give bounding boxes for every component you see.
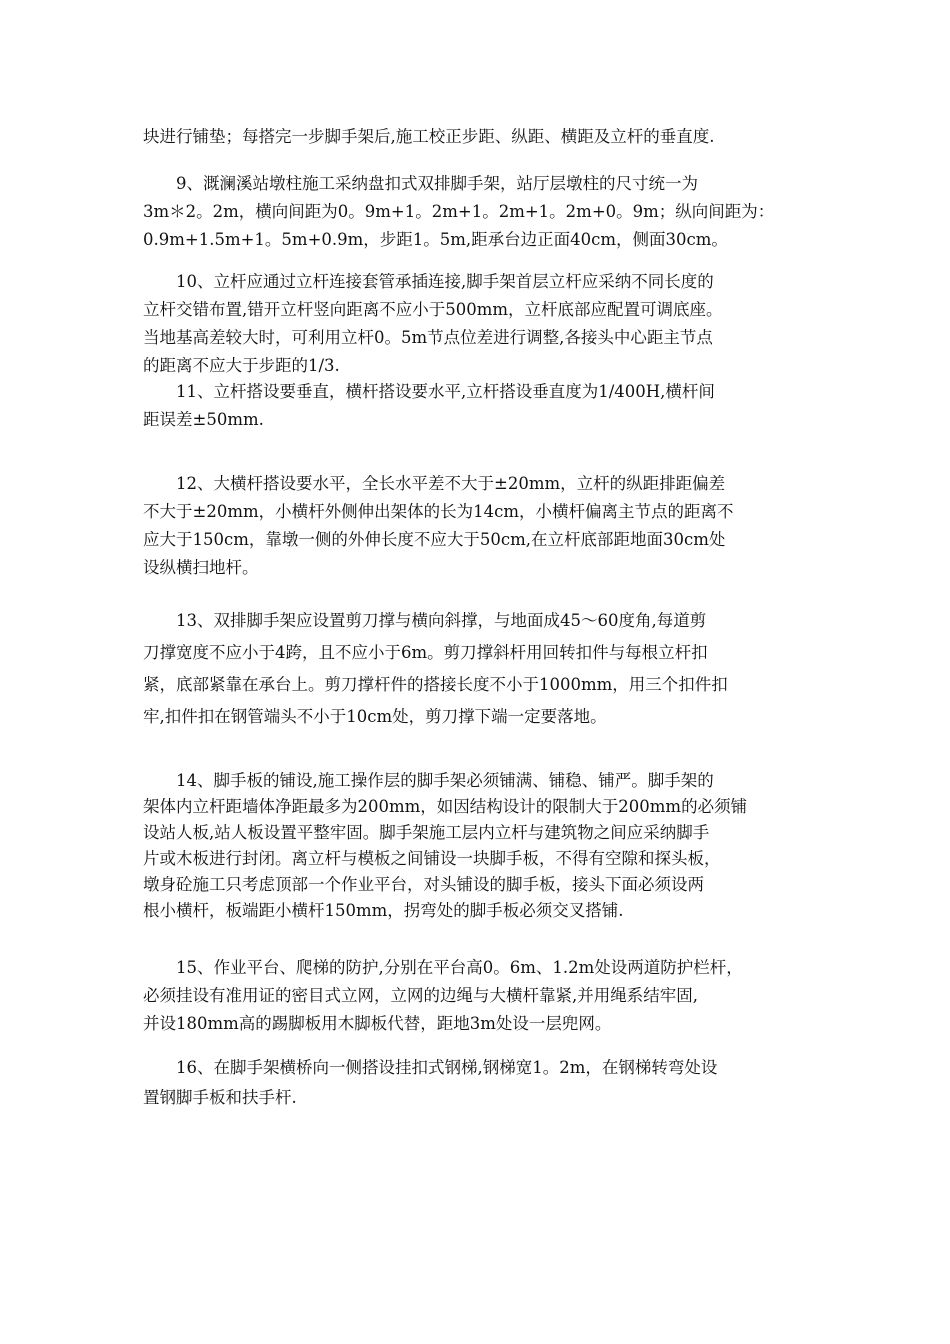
text-line: 应大于150cm，靠墩一侧的外伸长度不应大于50cm,在立杆底部距地面30cm处: [143, 530, 726, 549]
text-line: 12、大横杆搭设要水平，全长水平差不大于±20mm，立杆的纵距排距偏差: [143, 474, 726, 493]
text-line: 紧，底部紧靠在承台上。剪刀撑杆件的搭接长度不小于1000mm，用三个扣件扣: [143, 675, 728, 694]
text-line: 块进行铺垫；每搭完一步脚手架后,施工校正步距、纵距、横距及立杆的垂直度.: [143, 127, 715, 146]
paragraph-item-12: [143, 470, 811, 582]
paragraph-item-16: [143, 1053, 811, 1113]
text-line: 的距离不应大于步距的1/3.: [143, 356, 340, 375]
text-line: 设站人板,站人板设置平整牢固。脚手架施工层内立杆与建筑物之间应采纳脚手: [143, 823, 710, 842]
text-line: 置钢脚手板和扶手杆.: [143, 1088, 297, 1107]
text-line: 根小横杆，板端距小横杆150mm，拐弯处的脚手板必须交叉搭铺.: [143, 901, 624, 920]
text-line: 设纵横扫地杆。: [143, 558, 259, 577]
text-line: 墩身砼施工只考虑顶部一个作业平台，对头铺设的脚手板，接头下面必须设两: [143, 875, 704, 894]
text-line: 不大于±20mm，小横杆外侧伸出架体的长为14cm，小横杆偏离主节点的距离不: [143, 502, 734, 521]
text-line: 16、在脚手架横桥向一侧搭设挂扣式钢梯,钢梯宽1。2m，在钢梯转弯处设: [143, 1058, 718, 1077]
text-line: 牢,扣件扣在钢管端头不小于10cm处，剪刀撑下端一定要落地。: [143, 707, 607, 726]
text-line: 15、作业平台、爬梯的防护,分别在平台高0。6m、1.2m处设两道防护栏杆，: [143, 958, 743, 977]
paragraph-item-11: [143, 378, 811, 434]
text-line: 3m＊2。2m，横向间距为0。9m+1。2m+1。2m+1。2m+0。9m；纵向间距为：: [143, 202, 775, 221]
paragraph-item-9: [143, 170, 811, 254]
text-line: 距误差±50mm.: [143, 410, 264, 429]
text-line: 13、双排脚手架应设置剪刀撑与横向斜撑，与地面成45～60度角,每道剪: [143, 611, 707, 630]
text-line: 14、脚手板的铺设,施工操作层的脚手架必须铺满、铺稳、铺严。脚手架的: [143, 771, 714, 790]
paragraph-item-14: [143, 768, 811, 924]
text-line: 0.9m+1.5m+1。5m+0.9m，步距1。5m,距承台边正面40cm，侧面30cm。: [143, 230, 728, 249]
text-line: 10、立杆应通过立杆连接套管承插连接,脚手架首层立杆应采纳不同长度的: [143, 272, 714, 291]
text-line: 立杆交错布置,错开立杆竖向距离不应小于500mm，立杆底部应配置可调底座。: [143, 300, 723, 319]
paragraph-item-15: [143, 954, 811, 1038]
text-line: 架体内立杆距墙体净距最多为200mm，如因结构设计的限制大于200mm的必须铺: [143, 797, 748, 816]
text-line: 11、立杆搭设要垂直，横杆搭设要水平,立杆搭设垂直度为1/400H,横杆间: [143, 382, 715, 401]
paragraph-item-13: [143, 605, 811, 733]
text-line: 当地基高差较大时，可利用立杆0。5m节点位差进行调整,各接头中心距主节点: [143, 328, 713, 347]
text-line: 必须挂设有准用证的密目式立网，立网的边绳与大横杆靠紧,并用绳系结牢固,: [143, 986, 698, 1005]
text-line: 刀撑宽度不应小于4跨，且不应小于6m。剪刀撑斜杆用回转扣件与每根立杆扣: [143, 643, 708, 662]
text-line: 并设180mm高的踢脚板用木脚板代替，距地3m处设一层兜网。: [143, 1014, 612, 1033]
paragraph-continuation: [143, 122, 811, 152]
paragraph-item-10: [143, 268, 811, 380]
text-line: 9、溉澜溪站墩柱施工采纳盘扣式双排脚手架，站厅层墩柱的尺寸统一为: [143, 174, 698, 193]
text-line: 片或木板进行封闭。离立杆与模板之间铺设一块脚手板，不得有空隙和探头板，: [143, 849, 721, 868]
